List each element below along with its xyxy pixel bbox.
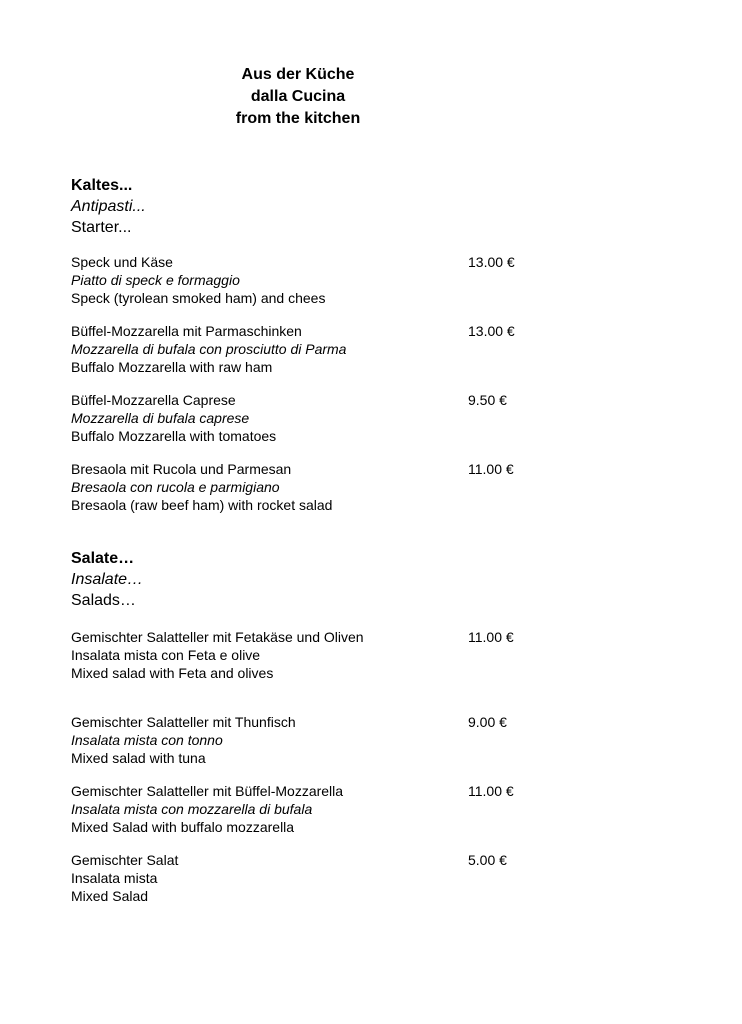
section-header-salads bbox=[71, 548, 525, 611]
item-name-en: Bresaola (raw beef ham) with rocket salad bbox=[71, 497, 333, 513]
menu-item-salat-mozzarella bbox=[71, 782, 525, 836]
menu-title bbox=[71, 64, 525, 130]
item-name-de: Büffel-Mozzarella mit Parmaschinken bbox=[71, 323, 302, 339]
item-name-en: Mixed Salad bbox=[71, 888, 149, 904]
item-name-en: Mixed salad with Feta and olives bbox=[71, 665, 274, 681]
item-price: 13.00 € bbox=[468, 254, 515, 270]
menu-content bbox=[71, 64, 525, 905]
menu-item-speck-und-kaese bbox=[71, 253, 525, 307]
menu-title-en: from the kitchen bbox=[235, 110, 361, 127]
item-name-it: Insalata mista con tonno bbox=[71, 732, 223, 748]
menu-item-salat-thunfisch bbox=[71, 713, 525, 767]
item-name-de: Gemischter Salatteller mit Fetakäse und Oliven bbox=[71, 629, 364, 645]
item-price: 11.00 € bbox=[468, 783, 514, 799]
item-name-en: Buffalo Mozzarella with tomatoes bbox=[71, 428, 277, 444]
item-name-it: Insalata mista con mozzarella di bufala bbox=[71, 801, 313, 817]
item-price: 9.50 € bbox=[468, 392, 507, 408]
item-price: 11.00 € bbox=[468, 629, 514, 645]
menu-item-bresaola bbox=[71, 460, 525, 514]
section-title-it: Insalate… bbox=[71, 571, 144, 588]
menu-title-it: dalla Cucina bbox=[250, 88, 346, 105]
menu-item-gemischter-salat bbox=[71, 851, 525, 905]
item-name-en: Mixed salad with tuna bbox=[71, 750, 206, 766]
menu-item-salat-feta-oliven bbox=[71, 628, 525, 682]
menu-item-mozzarella-caprese bbox=[71, 391, 525, 445]
item-price: 11.00 € bbox=[468, 461, 514, 477]
item-name-it: Mozzarella di bufala caprese bbox=[71, 410, 250, 426]
item-name-it: Insalata mista bbox=[71, 870, 158, 886]
item-name-en: Mixed Salad with buffalo mozzarella bbox=[71, 819, 295, 835]
item-name-de: Bresaola mit Rucola und Parmesan bbox=[71, 461, 292, 477]
item-name-en: Buffalo Mozzarella with raw ham bbox=[71, 359, 273, 375]
item-name-it: Bresaola con rucola e parmigiano bbox=[71, 479, 280, 495]
item-name-de: Speck und Käse bbox=[71, 254, 173, 270]
item-name-it: Mozzarella di bufala con prosciutto di Parma bbox=[71, 341, 347, 357]
menu-title-de: Aus der Küche bbox=[241, 66, 355, 83]
section-title-en: Salads… bbox=[71, 592, 136, 609]
item-price: 9.00 € bbox=[468, 714, 507, 730]
item-name-it: Insalata mista con Feta e olive bbox=[71, 647, 261, 663]
section-header-cold-starters bbox=[71, 175, 525, 238]
section-title-de: Kaltes... bbox=[71, 177, 133, 194]
menu-item-mozzarella-parmaschinken bbox=[71, 322, 525, 376]
section-title-de: Salate… bbox=[71, 550, 135, 567]
item-name-en: Speck (tyrolean smoked ham) and chees bbox=[71, 290, 326, 306]
item-name-de: Gemischter Salat bbox=[71, 852, 179, 868]
item-name-de: Gemischter Salatteller mit Büffel-Mozzarella bbox=[71, 783, 344, 799]
item-price: 5.00 € bbox=[468, 852, 507, 868]
section-title-it: Antipasti... bbox=[71, 198, 146, 215]
item-price: 13.00 € bbox=[468, 323, 515, 339]
item-name-de: Büffel-Mozzarella Caprese bbox=[71, 392, 236, 408]
item-name-de: Gemischter Salatteller mit Thunfisch bbox=[71, 714, 296, 730]
item-name-it: Piatto di speck e formaggio bbox=[71, 272, 240, 288]
section-title-en: Starter... bbox=[71, 219, 132, 236]
